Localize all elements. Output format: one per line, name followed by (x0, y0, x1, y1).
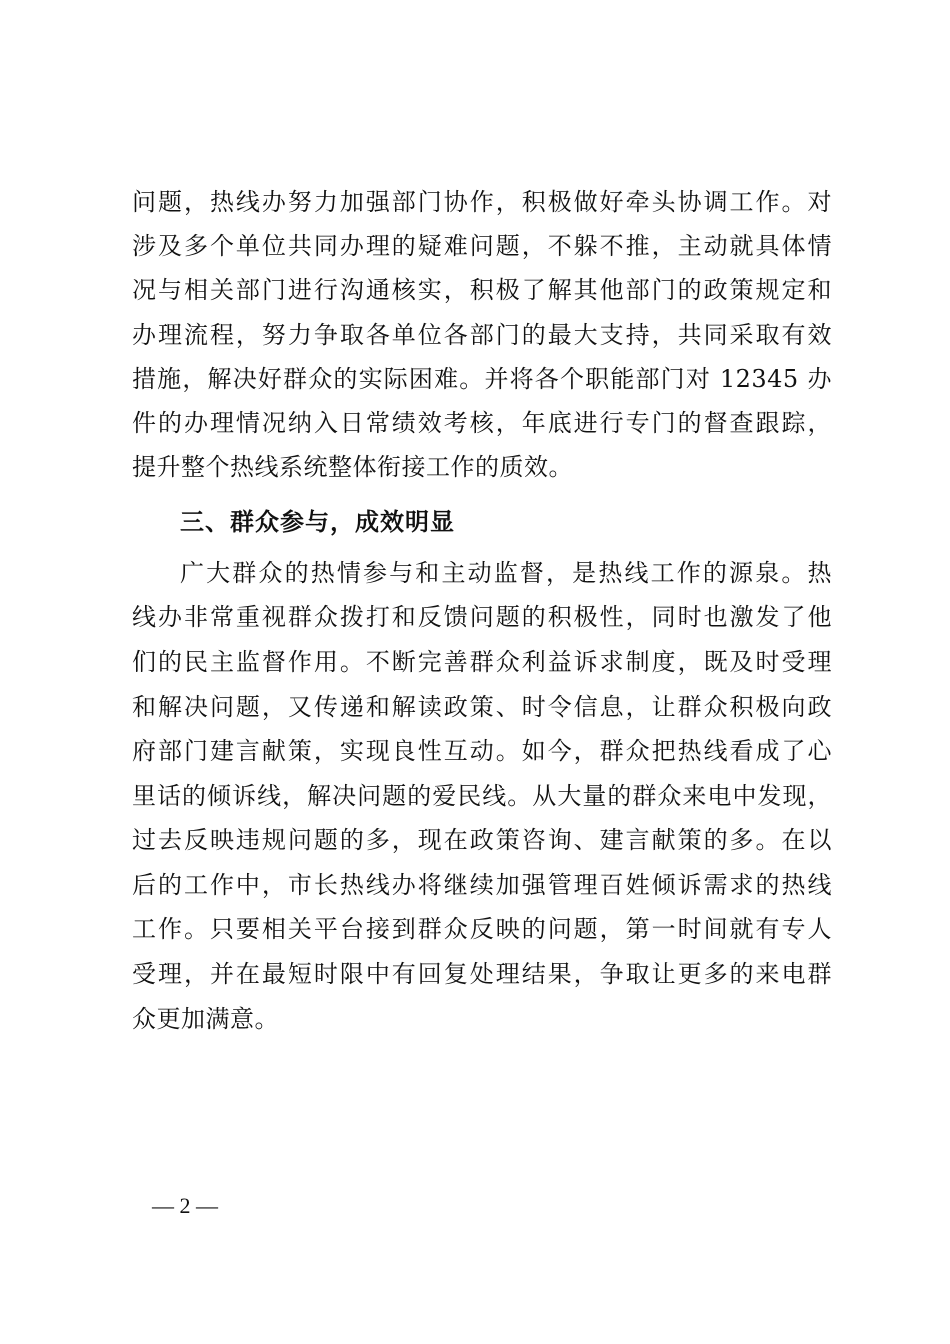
paragraph-2-line-7: 过去反映违规问题的多，现在政策咨询、建言献策的多。在以 (132, 826, 832, 854)
section-heading: 三、群众参与，成效明显 (180, 508, 455, 536)
paragraph-2-line-11: 众更加满意。 (132, 1005, 279, 1033)
paragraph-1-line-1: 问题，热线办努力加强部门协作，积极做好牵头协调工作。对 (132, 188, 832, 216)
paragraph-2-line-8: 后的工作中，市长热线办将继续加强管理百姓倾诉需求的热线 (132, 871, 832, 899)
paragraph-1-line-2: 涉及多个单位共同办理的疑难问题，不躲不推，主动就具体情 (132, 232, 832, 260)
paragraph-2-line-2: 线办非常重视群众拨打和反馈问题的积极性，同时也激发了他 (132, 603, 832, 631)
paragraph-1-line-3: 况与相关部门进行沟通核实，积极了解其他部门的政策规定和 (132, 276, 832, 304)
paragraph-1-line-4: 办理流程，努力争取各单位各部门的最大支持，共同采取有效 (132, 321, 832, 349)
paragraph-2-line-6: 里话的倾诉线，解决问题的爱民线。从大量的群众来电中发现， (132, 782, 832, 810)
paragraph-2-line-9: 工作。只要相关平台接到群众反映的问题，第一时间就有专人 (132, 915, 832, 943)
paragraph-2-line-10: 受理，并在最短时限中有回复处理结果，争取让更多的来电群 (132, 960, 832, 988)
paragraph-1-line-6: 件的办理情况纳入日常绩效考核，年底进行专门的督查跟踪， (132, 409, 832, 437)
paragraph-2-line-3: 们的民主监督作用。不断完善群众利益诉求制度，既及时受理 (132, 648, 832, 676)
page-number: — 2 — (152, 1193, 218, 1218)
paragraph-2-line-5: 府部门建言献策，实现良性互动。如今，群众把热线看成了心 (132, 737, 832, 765)
paragraph-2-line-4: 和解决问题，又传递和解读政策、时令信息，让群众积极向政 (132, 693, 832, 721)
paragraph-2-line-1: 广大群众的热情参与和主动监督，是热线工作的源泉。热 (180, 559, 832, 587)
paragraph-1-line-5: 措施，解决好群众的实际困难。并将各个职能部门对 12345 办 (132, 365, 832, 393)
paragraph-1-line-7: 提升整个热线系统整体衔接工作的质效。 (132, 453, 573, 481)
